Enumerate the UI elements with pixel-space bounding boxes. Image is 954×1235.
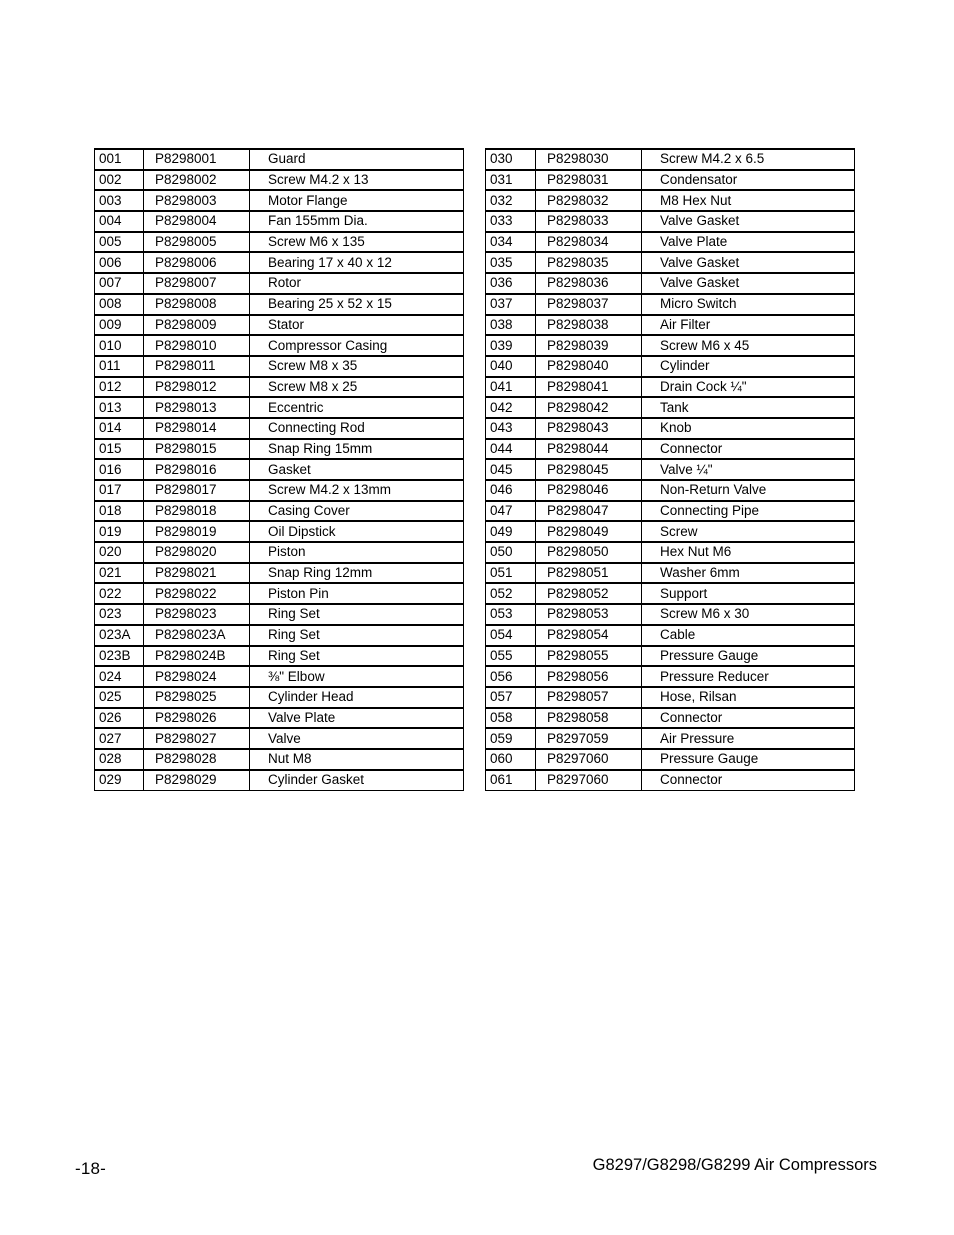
table-row [95, 232, 464, 253]
part-number-cell: P8298016 [144, 459, 250, 480]
table-row [95, 480, 464, 501]
ref-number-cell: 003 [95, 190, 144, 211]
ref-number-cell: 046 [486, 480, 536, 501]
part-number-cell: P8298040 [536, 356, 642, 377]
part-number-cell: P8297060 [536, 770, 642, 791]
ref-number-cell: 036 [486, 273, 536, 294]
part-number-cell: P8298018 [144, 501, 250, 522]
table-row [95, 728, 464, 749]
ref-number-cell: 055 [486, 646, 536, 667]
table-row [95, 439, 464, 460]
description-cell: Micro Switch [642, 294, 855, 315]
ref-number-cell: 019 [95, 521, 144, 542]
part-number-cell: P8298053 [536, 604, 642, 625]
table-row [486, 377, 855, 398]
part-number-cell: P8298052 [536, 583, 642, 604]
description-cell: Gasket [250, 459, 464, 480]
description-cell: Valve Gasket [642, 211, 855, 232]
parts-table-left-body [95, 149, 464, 790]
description-cell: Pressure Gauge [642, 749, 855, 770]
description-cell: Hose, Rilsan [642, 687, 855, 708]
table-row [486, 542, 855, 563]
description-cell: Screw M4.2 x 13mm [250, 480, 464, 501]
ref-number-cell: 056 [486, 666, 536, 687]
description-cell: Connecting Rod [250, 418, 464, 439]
part-number-cell: P8298011 [144, 356, 250, 377]
ref-number-cell: 061 [486, 770, 536, 791]
description-cell: Connector [642, 439, 855, 460]
table-row [95, 170, 464, 191]
table-row [486, 459, 855, 480]
description-cell: Motor Flange [250, 190, 464, 211]
table-row [95, 687, 464, 708]
table-row [95, 252, 464, 273]
part-number-cell: P8298007 [144, 273, 250, 294]
part-number-cell: P8298047 [536, 501, 642, 522]
table-row [486, 480, 855, 501]
description-cell: Rotor [250, 273, 464, 294]
part-number-cell: P8298045 [536, 459, 642, 480]
part-number-cell: P8297059 [536, 728, 642, 749]
part-number-cell: P8298008 [144, 294, 250, 315]
part-number-cell: P8298041 [536, 377, 642, 398]
ref-number-cell: 014 [95, 418, 144, 439]
table-row [95, 770, 464, 791]
part-number-cell: P8298023 [144, 604, 250, 625]
table-row [95, 418, 464, 439]
description-cell: Bearing 25 x 52 x 15 [250, 294, 464, 315]
document-title: G8297/G8298/G8299 Air Compressors [592, 1156, 877, 1174]
description-cell: Support [642, 583, 855, 604]
description-cell: Piston [250, 542, 464, 563]
table-row [95, 625, 464, 646]
part-number-cell: P8298003 [144, 190, 250, 211]
part-number-cell: P8298013 [144, 397, 250, 418]
part-number-cell: P8298043 [536, 418, 642, 439]
description-cell: Screw M6 x 135 [250, 232, 464, 253]
table-row [486, 749, 855, 770]
part-number-cell: P8298035 [536, 252, 642, 273]
description-cell: Hex Nut M6 [642, 542, 855, 563]
ref-number-cell: 009 [95, 315, 144, 336]
description-cell: Valve Gasket [642, 252, 855, 273]
description-cell: Cable [642, 625, 855, 646]
ref-number-cell: 026 [95, 708, 144, 729]
part-number-cell: P8298024 [144, 666, 250, 687]
parts-table-right-body [486, 149, 855, 790]
table-row [95, 377, 464, 398]
ref-number-cell: 027 [95, 728, 144, 749]
ref-number-cell: 038 [486, 315, 536, 336]
table-row [95, 459, 464, 480]
ref-number-cell: 030 [486, 149, 536, 170]
table-row [486, 252, 855, 273]
part-number-cell: P8298039 [536, 335, 642, 356]
table-row [486, 583, 855, 604]
part-number-cell: P8298012 [144, 377, 250, 398]
description-cell: Snap Ring 15mm [250, 439, 464, 460]
description-cell: Nut M8 [250, 749, 464, 770]
part-number-cell: P8298020 [144, 542, 250, 563]
ref-number-cell: 035 [486, 252, 536, 273]
description-cell: Screw M4.2 x 13 [250, 170, 464, 191]
ref-number-cell: 023 [95, 604, 144, 625]
table-row [95, 583, 464, 604]
part-number-cell: P8298030 [536, 149, 642, 170]
ref-number-cell: 005 [95, 232, 144, 253]
ref-number-cell: 059 [486, 728, 536, 749]
description-cell: Valve ¼" [642, 459, 855, 480]
ref-number-cell: 008 [95, 294, 144, 315]
part-number-cell: P8298021 [144, 563, 250, 584]
ref-number-cell: 049 [486, 521, 536, 542]
ref-number-cell: 054 [486, 625, 536, 646]
table-row [486, 149, 855, 170]
description-cell: Pressure Gauge [642, 646, 855, 667]
part-number-cell: P8298002 [144, 170, 250, 191]
description-cell: Stator [250, 315, 464, 336]
table-row [486, 728, 855, 749]
ref-number-cell: 045 [486, 459, 536, 480]
part-number-cell: P8298032 [536, 190, 642, 211]
table-row [95, 542, 464, 563]
ref-number-cell: 032 [486, 190, 536, 211]
ref-number-cell: 017 [95, 480, 144, 501]
part-number-cell: P8298049 [536, 521, 642, 542]
ref-number-cell: 015 [95, 439, 144, 460]
part-number-cell: P8298038 [536, 315, 642, 336]
table-row [486, 687, 855, 708]
table-row [486, 770, 855, 791]
part-number-cell: P8297060 [536, 749, 642, 770]
part-number-cell: P8298056 [536, 666, 642, 687]
ref-number-cell: 006 [95, 252, 144, 273]
table-row [486, 418, 855, 439]
part-number-cell: P8298004 [144, 211, 250, 232]
ref-number-cell: 053 [486, 604, 536, 625]
ref-number-cell: 044 [486, 439, 536, 460]
table-row [95, 604, 464, 625]
part-number-cell: P8298058 [536, 708, 642, 729]
ref-number-cell: 004 [95, 211, 144, 232]
table-row [486, 521, 855, 542]
table-row [95, 356, 464, 377]
description-cell: Valve Plate [250, 708, 464, 729]
part-number-cell: P8298015 [144, 439, 250, 460]
description-cell: Screw M6 x 30 [642, 604, 855, 625]
description-cell: Screw [642, 521, 855, 542]
table-row [486, 439, 855, 460]
description-cell: Screw M8 x 35 [250, 356, 464, 377]
part-number-cell: P8298009 [144, 315, 250, 336]
ref-number-cell: 034 [486, 232, 536, 253]
table-row [95, 211, 464, 232]
description-cell: Valve Gasket [642, 273, 855, 294]
ref-number-cell: 039 [486, 335, 536, 356]
ref-number-cell: 010 [95, 335, 144, 356]
part-number-cell: P8298001 [144, 149, 250, 170]
description-cell: Eccentric [250, 397, 464, 418]
table-row [95, 273, 464, 294]
table-row [486, 397, 855, 418]
description-cell: Air Filter [642, 315, 855, 336]
part-number-cell: P8298042 [536, 397, 642, 418]
parts-table-left [94, 148, 464, 791]
table-row [95, 335, 464, 356]
description-cell: Screw M4.2 x 6.5 [642, 149, 855, 170]
ref-number-cell: 013 [95, 397, 144, 418]
description-cell: Knob [642, 418, 855, 439]
table-row [486, 356, 855, 377]
page-number: -18- [75, 1159, 107, 1178]
ref-number-cell: 033 [486, 211, 536, 232]
ref-number-cell: 050 [486, 542, 536, 563]
part-number-cell: P8298034 [536, 232, 642, 253]
description-cell: Washer 6mm [642, 563, 855, 584]
part-number-cell: P8298029 [144, 770, 250, 791]
part-number-cell: P8298014 [144, 418, 250, 439]
description-cell: Condensator [642, 170, 855, 191]
description-cell: Valve [250, 728, 464, 749]
table-row [486, 563, 855, 584]
part-number-cell: P8298054 [536, 625, 642, 646]
description-cell: M8 Hex Nut [642, 190, 855, 211]
ref-number-cell: 012 [95, 377, 144, 398]
description-cell: Casing Cover [250, 501, 464, 522]
parts-table-right [485, 148, 855, 791]
table-row [95, 563, 464, 584]
description-cell: Oil Dipstick [250, 521, 464, 542]
description-cell: Pressure Reducer [642, 666, 855, 687]
part-number-cell: P8298019 [144, 521, 250, 542]
table-row [95, 190, 464, 211]
table-row [95, 708, 464, 729]
part-number-cell: P8298031 [536, 170, 642, 191]
part-number-cell: P8298033 [536, 211, 642, 232]
description-cell: Ring Set [250, 625, 464, 646]
table-row [95, 666, 464, 687]
table-row [95, 315, 464, 336]
table-row [486, 294, 855, 315]
ref-number-cell: 001 [95, 149, 144, 170]
part-number-cell: P8298024B [144, 646, 250, 667]
table-row [486, 604, 855, 625]
description-cell: Cylinder Head [250, 687, 464, 708]
ref-number-cell: 011 [95, 356, 144, 377]
table-row [95, 521, 464, 542]
part-number-cell: P8298055 [536, 646, 642, 667]
description-cell: Bearing 17 x 40 x 12 [250, 252, 464, 273]
part-number-cell: P8298036 [536, 273, 642, 294]
table-row [486, 315, 855, 336]
table-row [486, 501, 855, 522]
description-cell: ⅜" Elbow [250, 666, 464, 687]
description-cell: Air Pressure [642, 728, 855, 749]
table-row [486, 273, 855, 294]
ref-number-cell: 058 [486, 708, 536, 729]
ref-number-cell: 051 [486, 563, 536, 584]
part-number-cell: P8298051 [536, 563, 642, 584]
ref-number-cell: 024 [95, 666, 144, 687]
table-row [95, 397, 464, 418]
table-row [95, 749, 464, 770]
part-number-cell: P8298027 [144, 728, 250, 749]
table-row [486, 211, 855, 232]
description-cell: Fan 155mm Dia. [250, 211, 464, 232]
ref-number-cell: 018 [95, 501, 144, 522]
ref-number-cell: 022 [95, 583, 144, 604]
description-cell: Piston Pin [250, 583, 464, 604]
description-cell: Ring Set [250, 604, 464, 625]
table-row [486, 170, 855, 191]
part-number-cell: P8298046 [536, 480, 642, 501]
description-cell: Non-Return Valve [642, 480, 855, 501]
part-number-cell: P8298022 [144, 583, 250, 604]
description-cell: Valve Plate [642, 232, 855, 253]
ref-number-cell: 031 [486, 170, 536, 191]
ref-number-cell: 002 [95, 170, 144, 191]
ref-number-cell: 057 [486, 687, 536, 708]
ref-number-cell: 023A [95, 625, 144, 646]
description-cell: Connector [642, 708, 855, 729]
ref-number-cell: 025 [95, 687, 144, 708]
description-cell: Connecting Pipe [642, 501, 855, 522]
ref-number-cell: 021 [95, 563, 144, 584]
ref-number-cell: 023B [95, 646, 144, 667]
table-row [486, 646, 855, 667]
part-number-cell: P8298006 [144, 252, 250, 273]
description-cell: Tank [642, 397, 855, 418]
part-number-cell: P8298050 [536, 542, 642, 563]
description-cell: Ring Set [250, 646, 464, 667]
table-row [486, 666, 855, 687]
ref-number-cell: 060 [486, 749, 536, 770]
ref-number-cell: 028 [95, 749, 144, 770]
ref-number-cell: 040 [486, 356, 536, 377]
table-row [486, 232, 855, 253]
ref-number-cell: 052 [486, 583, 536, 604]
part-number-cell: P8298010 [144, 335, 250, 356]
ref-number-cell: 020 [95, 542, 144, 563]
table-row [486, 708, 855, 729]
part-number-cell: P8298026 [144, 708, 250, 729]
description-cell: Screw M8 x 25 [250, 377, 464, 398]
part-number-cell: P8298037 [536, 294, 642, 315]
description-cell: Guard [250, 149, 464, 170]
table-row [95, 646, 464, 667]
table-row [95, 501, 464, 522]
part-number-cell: P8298057 [536, 687, 642, 708]
table-row [486, 335, 855, 356]
description-cell: Cylinder Gasket [250, 770, 464, 791]
part-number-cell: P8298005 [144, 232, 250, 253]
ref-number-cell: 029 [95, 770, 144, 791]
ref-number-cell: 037 [486, 294, 536, 315]
description-cell: Drain Cock ¼" [642, 377, 855, 398]
part-number-cell: P8298023A [144, 625, 250, 646]
part-number-cell: P8298017 [144, 480, 250, 501]
table-row [95, 149, 464, 170]
part-number-cell: P8298028 [144, 749, 250, 770]
ref-number-cell: 041 [486, 377, 536, 398]
ref-number-cell: 047 [486, 501, 536, 522]
table-row [95, 294, 464, 315]
description-cell: Compressor Casing [250, 335, 464, 356]
table-row [486, 190, 855, 211]
ref-number-cell: 043 [486, 418, 536, 439]
ref-number-cell: 042 [486, 397, 536, 418]
ref-number-cell: 007 [95, 273, 144, 294]
description-cell: Cylinder [642, 356, 855, 377]
description-cell: Snap Ring 12mm [250, 563, 464, 584]
description-cell: Screw M6 x 45 [642, 335, 855, 356]
part-number-cell: P8298025 [144, 687, 250, 708]
part-number-cell: P8298044 [536, 439, 642, 460]
ref-number-cell: 016 [95, 459, 144, 480]
table-row [486, 625, 855, 646]
description-cell: Connector [642, 770, 855, 791]
